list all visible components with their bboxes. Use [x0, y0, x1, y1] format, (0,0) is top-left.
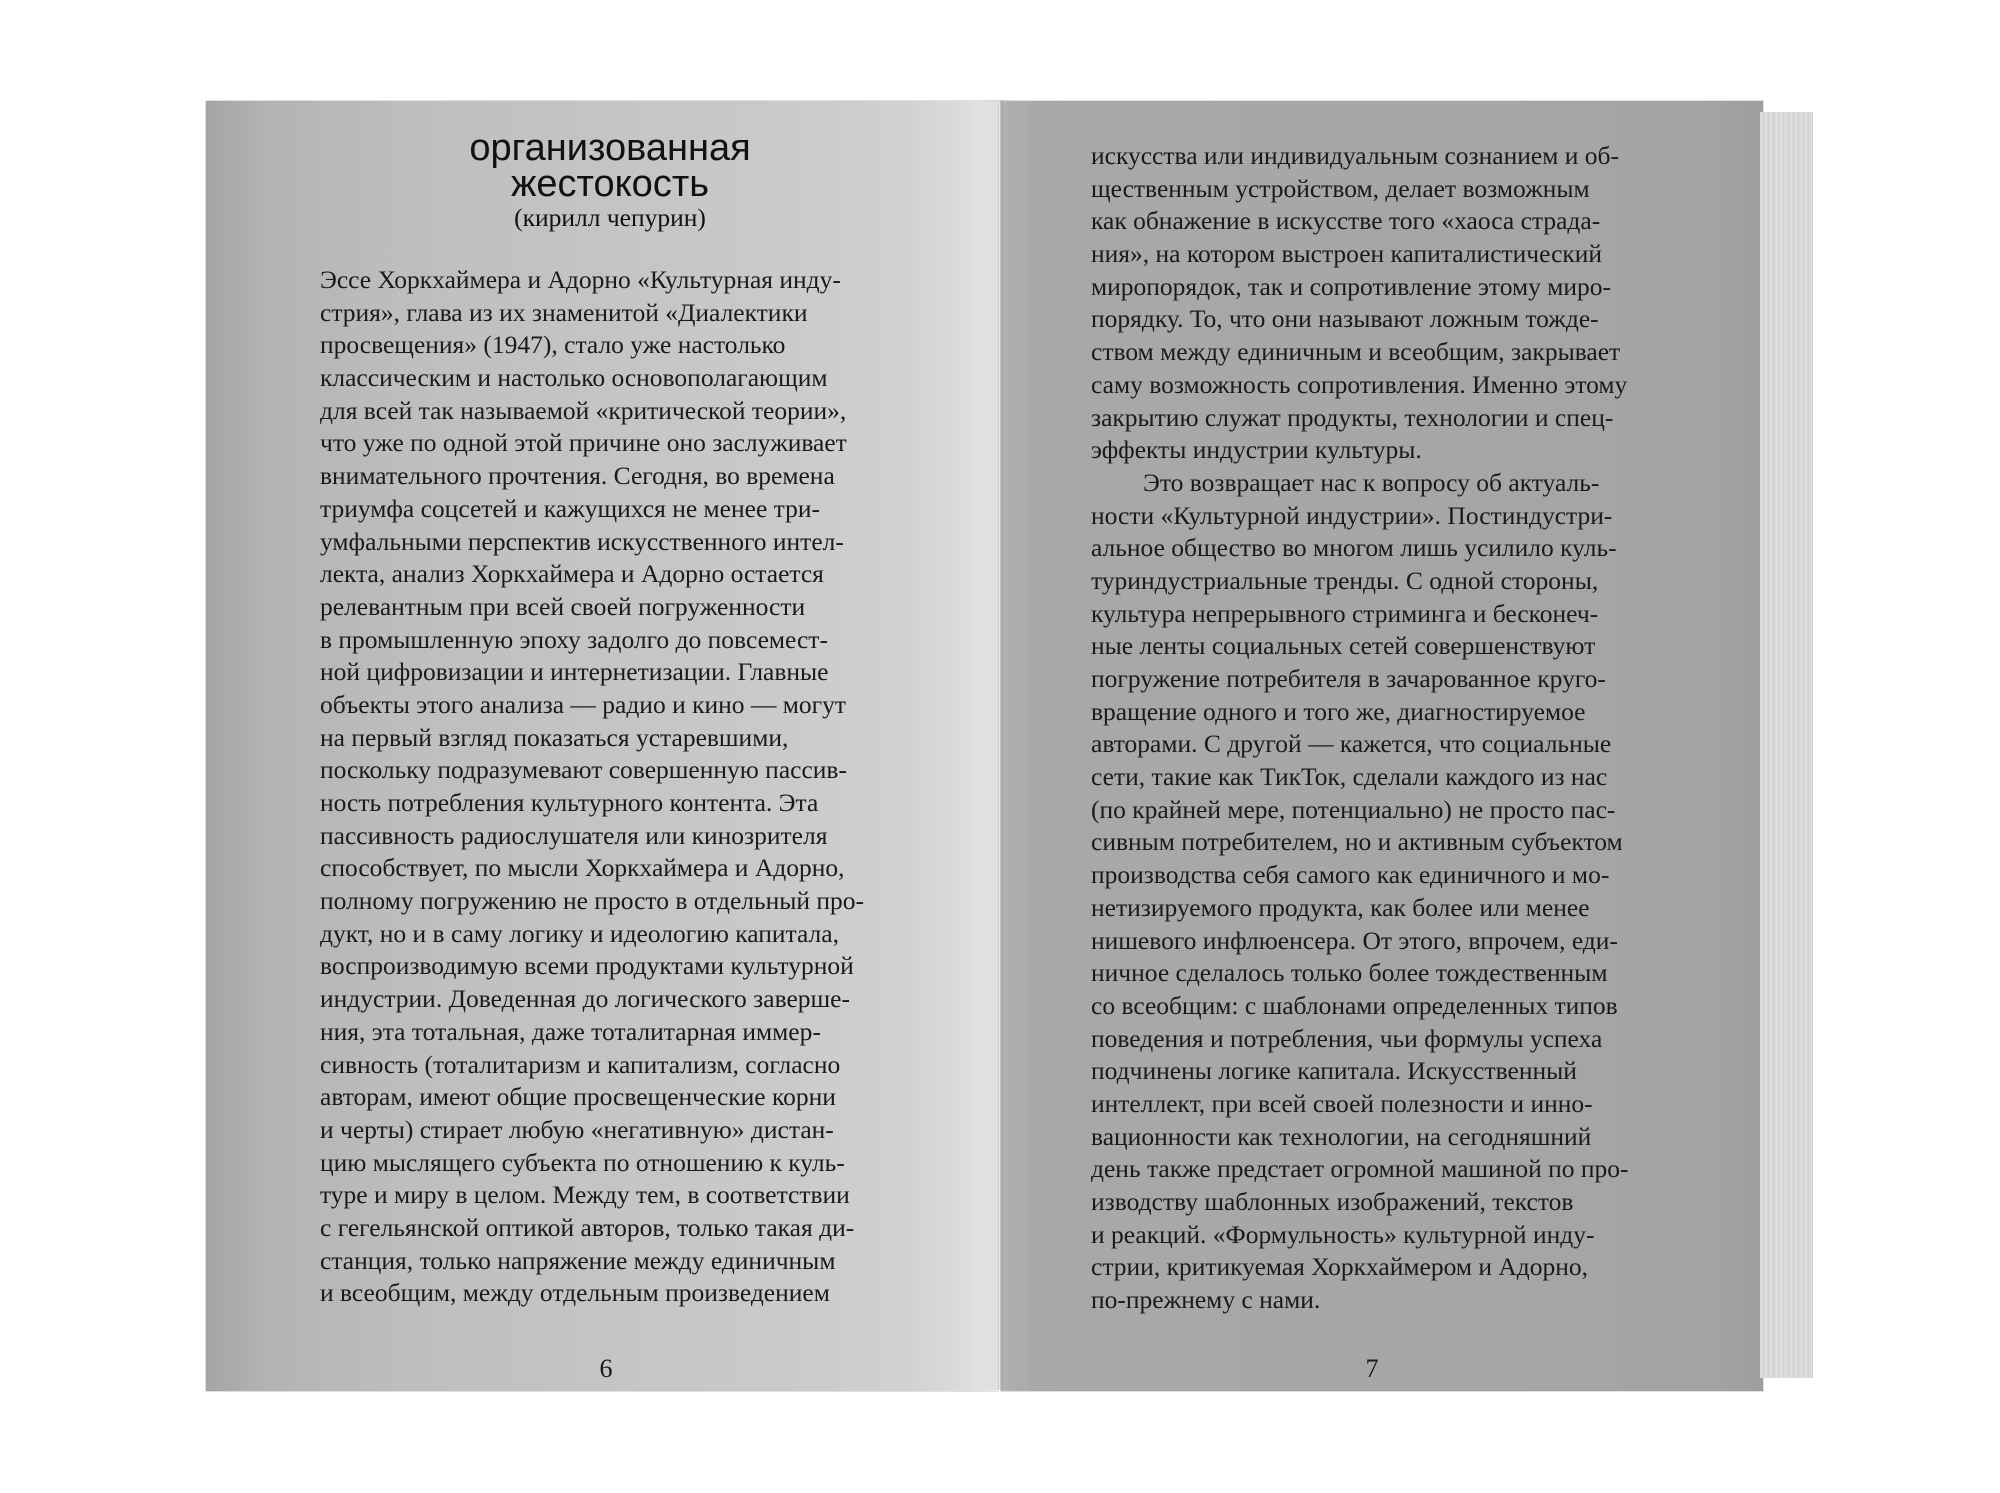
text-line: и всеобщим, между отдельным произведением — [320, 1278, 830, 1308]
text-line: сети, такие как ТикТок, сделали каждого из нас — [1091, 762, 1608, 792]
text-line: саму возможность сопротивления. Именно этому — [1091, 369, 1628, 399]
text-line: вращение одного и того же, диагностируемое — [1091, 696, 1586, 726]
text-line: искусства или индивидуальным сознанием и об- — [1091, 141, 1619, 170]
text-line: релевантным при всей своей погруженности — [320, 591, 806, 621]
text-line: просвещения» (1947), стало уже настолько — [320, 330, 786, 360]
text-line: нетизируемого продукта, как более или менее — [1091, 892, 1590, 922]
text-line: что уже по одной этой причине оно заслуживает — [320, 428, 847, 458]
text-line: ные ленты социальных сетей совершенствуют — [1091, 631, 1596, 661]
text-line: авторам, имеют общие просвещенческие корни — [320, 1082, 836, 1112]
text-line: альное общество во многом лишь усилило куль- — [1091, 533, 1617, 563]
text-line: интеллект, при всей своей полезности и инно- — [1091, 1088, 1593, 1118]
page-edges — [1760, 112, 1813, 1378]
text-line: эффекты индустрии культуры. — [1091, 435, 1422, 465]
text-line: способствует, по мысли Хоркхаймера и Адорно, — [320, 853, 845, 883]
text-line: щественным устройством, делает возможным — [1091, 173, 1590, 203]
text-line: миропорядок, так и сопротивление этому миро- — [1091, 271, 1612, 301]
text-line: в промышленную эпоху задолго до повсемест- — [320, 624, 828, 654]
text-line: туре и миру в целом. Между тем, в соответствии — [320, 1180, 850, 1210]
text-line: (по крайней мере, потенциально) не просто пас- — [1091, 794, 1616, 824]
text-line: пассивность радиослушателя или кинозрителя — [320, 820, 828, 850]
text-line: сивность (тоталитаризм и капитализм, согласно — [320, 1049, 841, 1079]
text-line: ничное сделалось только более тождественным — [1091, 958, 1608, 988]
text-line: туриндустриальные тренды. С одной стороны, — [1091, 565, 1599, 595]
text-line: культура непрерывного стриминга и бесконеч- — [1091, 598, 1599, 628]
text-line: нишевого инфлюенсера. От этого, впрочем, еди- — [1091, 925, 1618, 955]
text-line: умфальными перспектив искусственного интел- — [320, 526, 844, 556]
text-line: ность потребления культурного контента. Эта — [320, 788, 819, 817]
text-line: и черты) стирает любую «негативную» дистан- — [320, 1114, 834, 1144]
text-line: ной цифровизации и интернетизации. Главные — [320, 657, 829, 687]
chapter-title-line-1: организованная — [469, 127, 751, 169]
text-line: классическим и настолько основополагающим — [320, 363, 828, 393]
text-line: воспроизводимую всеми продуктами культурной — [320, 951, 854, 981]
text-line: ности «Культурной индустрии». Постиндустри- — [1091, 500, 1613, 530]
text-line: день также предстает огромной машиной по про- — [1091, 1154, 1629, 1184]
text-line: триумфа соцсетей и кажущихся не менее три- — [320, 493, 820, 523]
text-line: лекта, анализ Хоркхаймера и Адорно остается — [320, 559, 824, 589]
text-line: внимательного прочтения. Сегодня, во времена — [320, 461, 835, 491]
text-line: Эссе Хоркхаймера и Адорно «Культурная инду- — [320, 265, 841, 294]
text-line: погружение потребителя в зачарованное круго- — [1091, 664, 1606, 693]
page-number-right: 7 — [1365, 1354, 1379, 1383]
text-line: с гегельянской оптикой авторов, только такая ди- — [320, 1212, 855, 1242]
book-gutter — [975, 100, 1025, 1390]
left-page-text — [320, 264, 864, 1310]
text-line: изводству шаблонных изображений, текстов — [1091, 1187, 1574, 1216]
chapter-author: (кирилл чепурин) — [514, 203, 706, 232]
text-line: ния», на котором выстроен капиталистический — [1091, 239, 1603, 269]
text-line: индустрии. Доведенная до логического заверше- — [320, 984, 850, 1014]
text-line: поскольку подразумевают совершенную пассив- — [320, 755, 847, 785]
text-line: дукт, но и в саму логику и идеологию капитала, — [320, 918, 839, 948]
text-line: Это возвращает нас к вопросу об актуаль- — [1143, 467, 1600, 497]
text-line: и реакций. «Формульность» культурной инду- — [1091, 1219, 1595, 1249]
text-line: станция, только напряжение между единичным — [320, 1245, 836, 1275]
text-line: стрия», глава из их знаменитой «Диалектики — [320, 297, 808, 327]
text-line: ством между единичным и всеобщим, закрывает — [1091, 337, 1621, 367]
text-line: цию мыслящего субъекта по отношению к куль- — [320, 1147, 845, 1177]
right-page-text — [1091, 140, 1629, 1317]
page-number-left: 6 — [599, 1354, 613, 1383]
text-line: подчинены логике капитала. Искусственный — [1091, 1056, 1577, 1086]
text-line: на первый взгляд показаться устаревшими, — [320, 722, 789, 752]
text-line: как обнажение в искусстве того «хаоса страда- — [1091, 206, 1601, 236]
text-line: со всеобщим: с шаблонами определенных типов — [1091, 990, 1618, 1020]
text-line: сивным потребителем, но и активным субъектом — [1091, 827, 1623, 857]
text-line: закрытию служат продукты, технологии и спец- — [1091, 402, 1614, 432]
text-line: ния, эта тотальная, даже тоталитарная иммер- — [320, 1016, 821, 1046]
text-line: по-прежнему с нами. — [1091, 1285, 1321, 1315]
text-line: производства себя самого как единичного и мо- — [1091, 860, 1610, 890]
text-line: стрии, критикуемая Хоркхаймером и Адорно, — [1091, 1252, 1589, 1282]
text-line: вационности как технологии, на сегодняшний — [1091, 1121, 1592, 1151]
text-line: для всей так называемой «критической теории», — [320, 395, 847, 425]
text-line: поведения и потребления, чьи формулы успеха — [1091, 1023, 1603, 1053]
text-line: порядку. То, что они называют ложным тожде- — [1091, 304, 1599, 334]
chapter-title-line-2: жестокость — [510, 163, 710, 205]
text-line: объекты этого анализа — радио и кино — могут — [320, 689, 847, 719]
text-line: полному погружению не просто в отдельный про- — [320, 886, 865, 916]
text-line: авторами. С другой — кажется, что социальные — [1091, 729, 1612, 759]
